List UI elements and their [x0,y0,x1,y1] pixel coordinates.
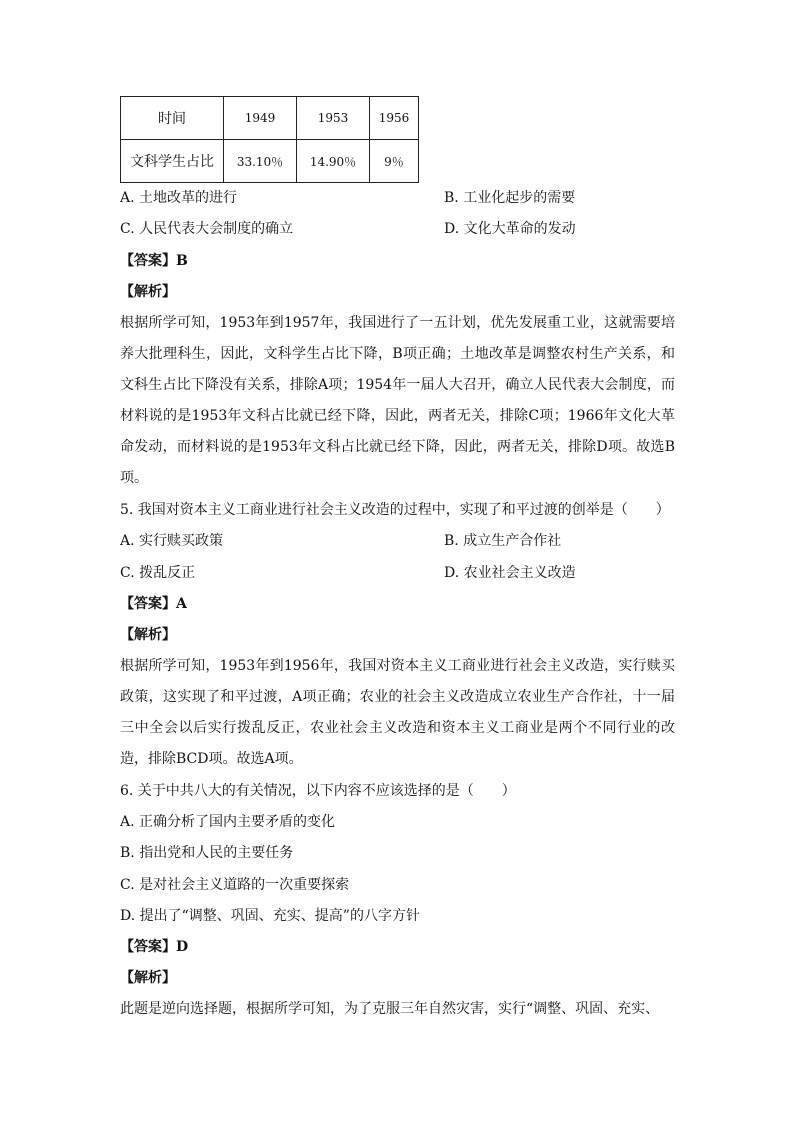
q4-analysis-label: 【解析】 [120,284,176,300]
table-row [121,140,419,183]
q6-answer: 【答案】D [120,939,189,955]
q5-option-c: C. 拨乱反正 [120,565,196,581]
q4-answer: 【答案】B [120,253,188,269]
table-cell: 1956 [370,97,419,140]
q6-option-a: A. 正确分析了国内主要矛盾的变化 [120,814,336,830]
table-cell: 33.10％ [224,140,297,183]
q5-analysis-label: 【解析】 [120,627,176,643]
q4-analysis: 根据所学可知，1953年到1957年，我国进行了一五计划，优先发展重工业，这就需要培养大批理科生，因此，文科学生占比下降，B项正确；土地改革是调整农村生产关系，和文科生占比下降没有关系，排除A项；1954年一届人大召开，确立人民代表大会制度，而材料说的是1953年文科占比就已经下降，因此，两者无关，排除C项；1966年文化大革命发动，而材料说的是1953年文科占比就已经下降，因此，两者无关，排除D项。故选B项。 [120,315,675,486]
q5-option-d: D. 农业社会主义改造 [444,565,576,581]
table-cell: 1953 [297,97,370,140]
table-cell: 文科学生占比 [121,140,224,183]
q6-stem: 6. 关于中共八大的有关情况，以下内容不应该选择的是（ ） [120,783,516,799]
q6-analysis: 此题是逆向选择题，根据所学可知，为了克服三年自然灾害，实行“调整、巩固、充实、 [120,1001,660,1017]
q4-option-a: A. 土地改革的进行 [120,190,238,206]
table-cell: 1949 [224,97,297,140]
table-cell: 14.90％ [297,140,370,183]
data-table [120,96,419,183]
q5-answer: 【答案】A [120,596,187,612]
q4-option-b: B. 工业化起步的需要 [444,190,576,206]
q5-stem: 5. 我国对资本主义工商业进行社会主义改造的过程中，实现了和平过渡的创举是（ ） [120,502,670,518]
table-cell: 时间 [121,97,224,140]
q6-analysis-label: 【解析】 [120,970,176,986]
q6-option-b: B. 指出党和人民的主要任务 [120,845,294,861]
q6-option-d: D. 提出了“调整、巩固、充实、提高”的八字方针 [120,908,420,924]
q4-option-d: D. 文化大革命的发动 [444,221,576,237]
q4-option-c: C. 人民代表大会制度的确立 [120,221,294,237]
table-header-row [121,97,419,140]
q5-option-a: A. 实行赎买政策 [120,533,224,549]
q5-option-b: B. 成立生产合作社 [444,533,562,549]
q5-analysis: 根据所学可知，1953年到1956年，我国对资本主义工商业进行社会主义改造，实行赎买政策，这实现了和平过渡，A项正确；农业的社会主义改造成立农业生产合作社，十一届三中全会以后实行拨乱反正，农业社会主义改造和资本主义工商业是两个不同行业的改造，排除BCD项。故选A项。 [120,658,675,767]
table-cell: 9％ [370,140,419,183]
q6-option-c: C. 是对社会主义道路的一次重要探索 [120,877,350,893]
